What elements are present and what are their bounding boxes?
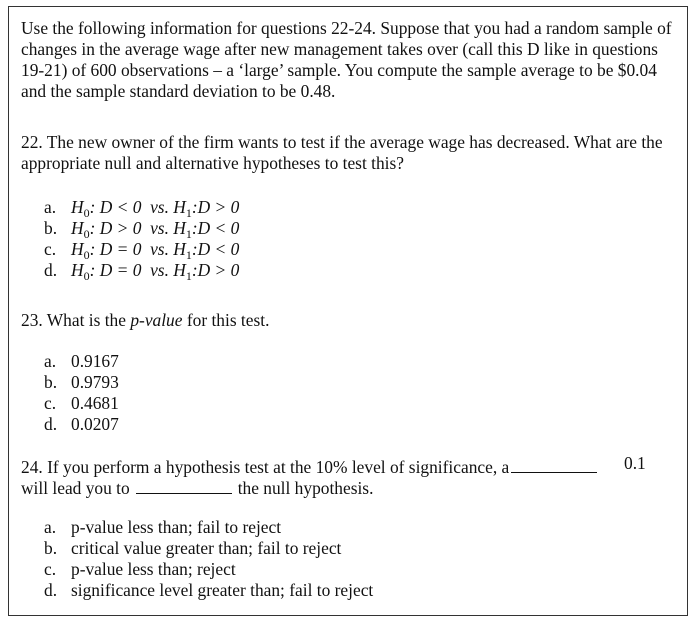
option-letter: a. bbox=[44, 351, 57, 371]
option-text: 0.4681 bbox=[71, 393, 119, 413]
question-22-options bbox=[44, 197, 239, 281]
option-letter: b. bbox=[44, 538, 58, 558]
list-item[interactable] bbox=[44, 372, 119, 393]
option-letter: a. bbox=[44, 197, 57, 217]
list-item[interactable] bbox=[44, 517, 373, 538]
question-22-text: 22. The new owner of the firm wants to test if the average wage has decreased. What are the appropriate null and alternative hypotheses to test this? bbox=[21, 132, 663, 173]
option-letter: b. bbox=[44, 218, 58, 238]
question-24-text-2b: the null hypothesis. bbox=[237, 478, 374, 498]
subscript: 1 bbox=[185, 206, 192, 220]
subscript: 0 bbox=[83, 206, 90, 220]
list-item[interactable] bbox=[44, 260, 239, 281]
subscript: 1 bbox=[185, 227, 192, 241]
option-letter: a. bbox=[44, 517, 57, 537]
subscript: 0 bbox=[83, 269, 90, 283]
answer-value: 0.1 bbox=[624, 453, 646, 473]
subscript: 1 bbox=[185, 269, 192, 283]
option-text: significance level greater than; fail to reject bbox=[71, 580, 374, 600]
subscript: 0 bbox=[83, 248, 90, 262]
list-item[interactable] bbox=[44, 538, 373, 559]
option-text: 0.0207 bbox=[71, 414, 119, 434]
question-24-line1 bbox=[21, 457, 597, 478]
question-23-suffix: for this test. bbox=[182, 310, 270, 330]
answer-blank-2[interactable] bbox=[136, 478, 232, 494]
list-item[interactable] bbox=[44, 239, 239, 260]
hypothesis-expression: $H_0$: D < 0 vs. $H_1:D > 0$ bbox=[71, 197, 240, 220]
option-text: p-value less than; reject bbox=[71, 559, 236, 579]
option-text: p-value less than; fail to reject bbox=[71, 517, 282, 537]
question-24-text-1: 24. If you perform a hypothesis test at the 10% level of significance, a bbox=[21, 457, 510, 477]
question-23-emph: p-value bbox=[130, 310, 183, 330]
list-item[interactable] bbox=[44, 351, 119, 372]
intro-paragraph: Use the following information for questions 22-24. Suppose that you had a random sample of changes in the average wage after new management takes over (call this D like in questions 19-21) of 600 observations – a ‘large’ sample. You compute the sample average to be $0.04 and the sample standard deviation to be 0.48. bbox=[21, 18, 672, 101]
option-letter: d. bbox=[44, 580, 58, 600]
option-letter: c. bbox=[44, 559, 57, 579]
subscript: 0 bbox=[83, 227, 90, 241]
list-item[interactable] bbox=[44, 393, 119, 414]
list-item[interactable] bbox=[44, 414, 119, 435]
question-23-prefix: 23. What is the bbox=[21, 310, 131, 330]
question-24-options bbox=[44, 517, 373, 601]
hypothesis-expression: $H_0$: D = 0 vs. $H_1:D > 0$ bbox=[71, 260, 240, 283]
subscript: 1 bbox=[185, 248, 192, 262]
question-23-text bbox=[21, 310, 676, 331]
question-24-line2 bbox=[21, 478, 373, 499]
list-item[interactable] bbox=[44, 218, 239, 239]
question-24-text-2a: will lead you to bbox=[21, 478, 130, 498]
answer-blank-1[interactable] bbox=[511, 457, 597, 473]
question-23-options bbox=[44, 351, 119, 435]
option-letter: d. bbox=[44, 260, 58, 280]
option-text: 0.9793 bbox=[71, 372, 119, 392]
option-letter: b. bbox=[44, 372, 58, 392]
option-letter: c. bbox=[44, 239, 57, 259]
option-text: 0.9167 bbox=[71, 351, 119, 371]
list-item[interactable] bbox=[44, 559, 373, 580]
hypothesis-expression: $H_0$: D > 0 vs. $H_1:D < 0$ bbox=[71, 218, 240, 241]
option-letter: c. bbox=[44, 393, 57, 413]
hypothesis-expression: $H_0$: D = 0 vs. $H_1:D < 0$ bbox=[71, 239, 240, 262]
option-text: critical value greater than; fail to reject bbox=[71, 538, 342, 558]
list-item[interactable] bbox=[44, 580, 373, 601]
list-item[interactable] bbox=[44, 197, 239, 218]
option-letter: d. bbox=[44, 414, 58, 434]
